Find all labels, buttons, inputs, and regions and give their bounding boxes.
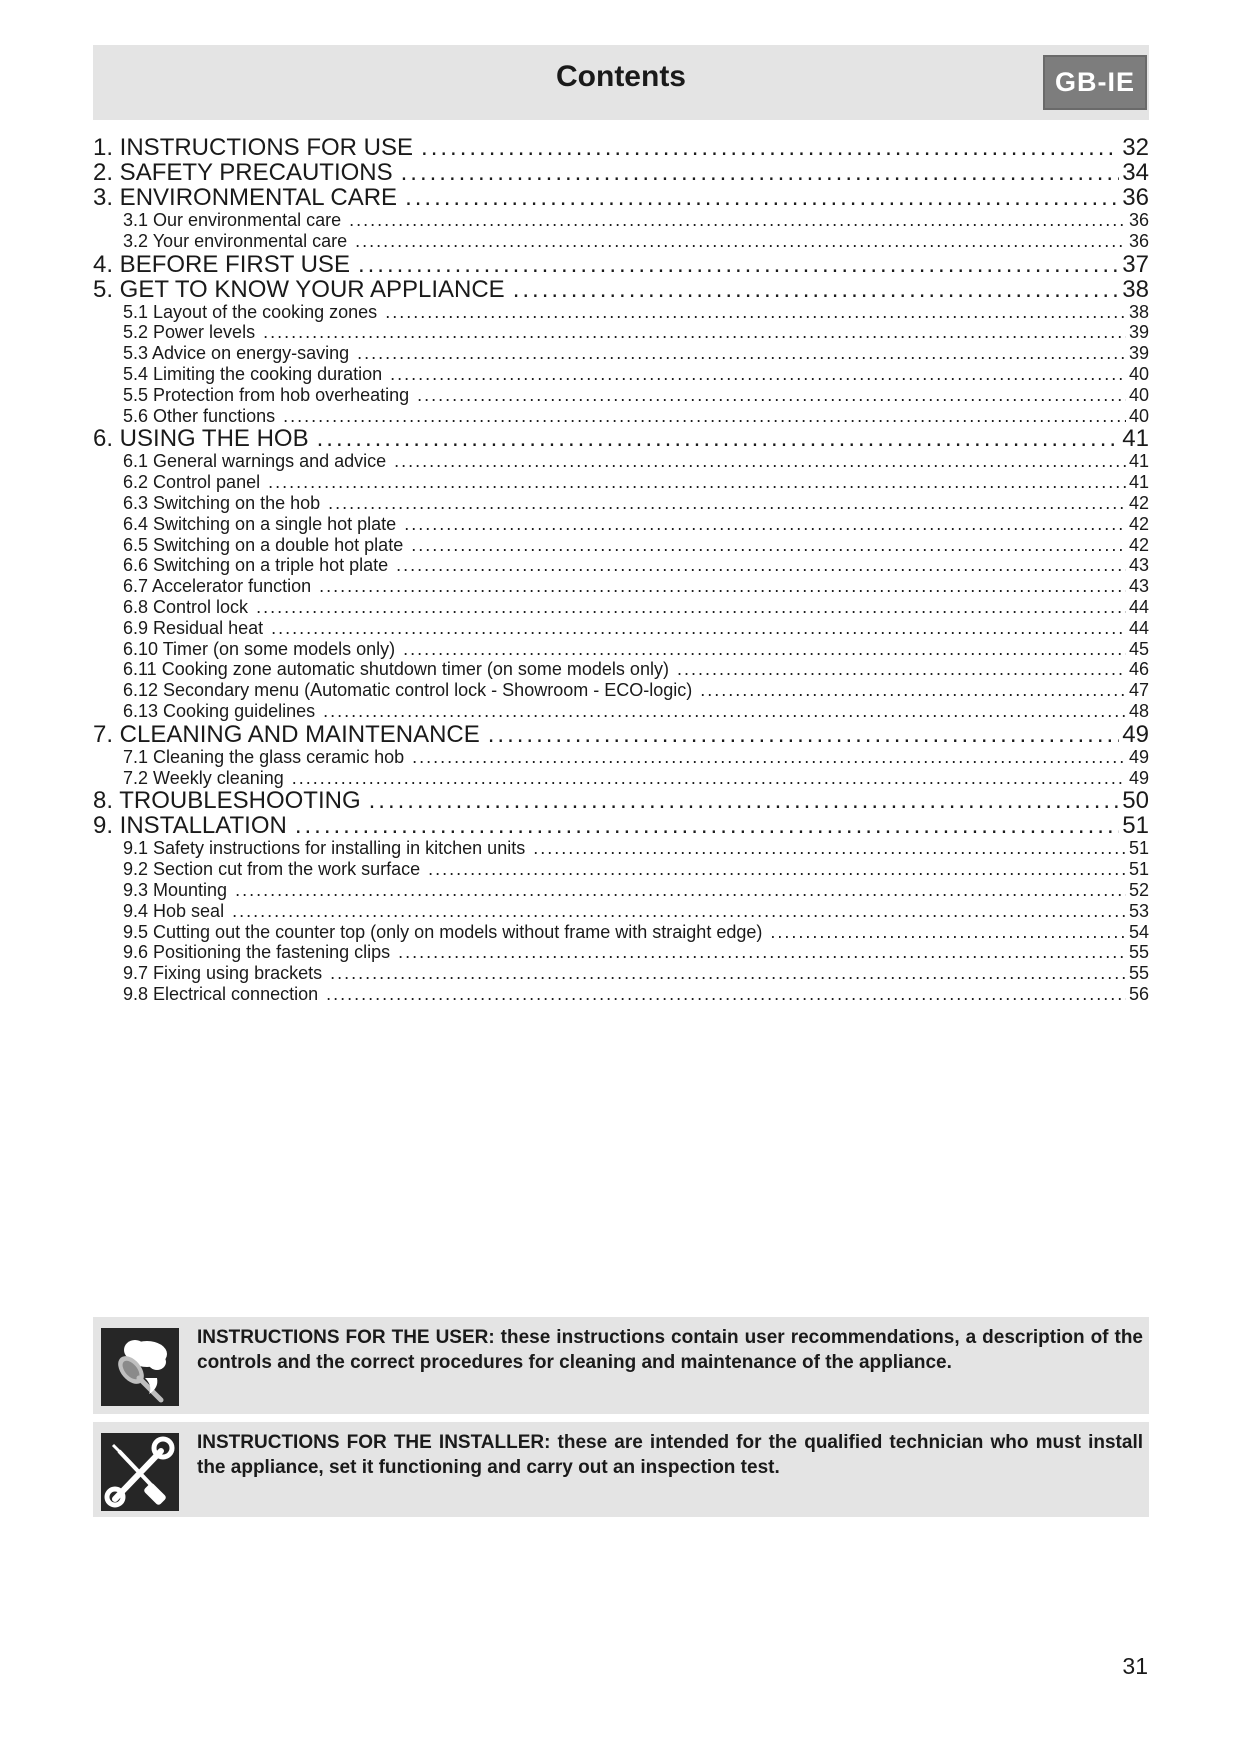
installer-instructions-text: INSTRUCTIONS FOR THE INSTALLER: these are intended for the qualified technician who must install the appliance, set it functioning and carry out an inspection test.: [197, 1432, 1143, 1478]
toc-entry-label: 9.2 Section cut from the work surface: [123, 859, 421, 880]
toc-leader-dots: [323, 701, 1126, 722]
toc-entry-label: 5.4 Limiting the cooking duration: [123, 363, 383, 384]
toc-leader-dots: [232, 901, 1126, 922]
toc-section: [93, 788, 1149, 813]
toc-entry-label: 6.8 Control lock: [123, 596, 249, 617]
toc-entry-page: 51: [1128, 859, 1149, 880]
toc-entry-label: 7.2 Weekly cleaning: [123, 767, 284, 788]
toc-leader-dots: [357, 343, 1126, 364]
toc-entry-label: 6.2 Control panel: [123, 472, 261, 493]
toc-subsection: [93, 231, 1149, 252]
toc-entry-page: 53: [1128, 900, 1149, 921]
toc-entry-page: 49: [1128, 767, 1149, 788]
toc-leader-dots: [235, 880, 1126, 901]
toc-entry-label: 6.6 Switching on a triple hot plate: [123, 555, 389, 576]
toc-subsection: [93, 451, 1149, 472]
toc-entry-page: 37: [1122, 251, 1149, 277]
toc-entry-label: 6.5 Switching on a double hot plate: [123, 534, 404, 555]
toc-leader-dots: [417, 385, 1126, 406]
toc-subsection: [93, 210, 1149, 231]
toc-entry-label: 6.13 Cooking guidelines: [123, 700, 316, 721]
toc-entry-label: 9. INSTALLATION: [93, 813, 287, 839]
toc-leader-dots: [396, 555, 1126, 576]
toc-leader-dots: [404, 514, 1126, 535]
toc-subsection: [93, 768, 1149, 789]
toc-leader-dots: [412, 747, 1126, 768]
toc-entry-label: 6.1 General warnings and advice: [123, 451, 387, 472]
toc-leader-dots: [533, 838, 1126, 859]
toc-entry-label: 9.5 Cutting out the counter top (only on models without frame with straight edge): [123, 921, 763, 942]
toc-entry-label: 7.1 Cleaning the glass ceramic hob: [123, 746, 405, 767]
toc-entry-page: 46: [1128, 659, 1149, 680]
toc-leader-dots: [385, 302, 1126, 323]
toc-entry-page: 55: [1128, 942, 1149, 963]
toc-entry-page: 45: [1128, 638, 1149, 659]
toc-entry-label: 9.1 Safety instructions for installing in kitchen units: [123, 838, 526, 859]
toc-leader-dots: [283, 406, 1126, 427]
toc-subsection: [93, 639, 1149, 660]
toc-leader-dots: [271, 618, 1126, 639]
toc-entry-label: 3. ENVIRONMENTAL CARE: [93, 185, 398, 210]
toc-leader-dots: [330, 963, 1126, 984]
toc-subsection: [93, 514, 1149, 535]
toc-entry-label: 9.4 Hob seal: [123, 900, 225, 921]
toc-entry-page: 49: [1122, 721, 1149, 747]
toc-subsection: [93, 701, 1149, 722]
toc-entry-label: 6.11 Cooking zone automatic shutdown timer (on some models only): [123, 659, 669, 680]
toc-subsection: [93, 322, 1149, 343]
language-badge: GB-IE: [1043, 55, 1147, 110]
toc-section: [93, 185, 1149, 210]
user-instructions-note: [93, 1317, 1149, 1414]
toc-section: [93, 135, 1149, 160]
toc-entry-page: 49: [1128, 746, 1149, 767]
toc-subsection: [93, 343, 1149, 364]
toc-entry-label: 6.4 Switching on a single hot plate: [123, 513, 397, 534]
toc-entry-page: 43: [1128, 576, 1149, 597]
toc-entry-page: 44: [1128, 596, 1149, 617]
toc-entry-label: 4. BEFORE FIRST USE: [93, 251, 350, 277]
toc-entry-page: 39: [1128, 322, 1149, 343]
toc-leader-dots: [369, 788, 1120, 813]
toc-entry-page: 36: [1128, 230, 1149, 251]
toc-entry-page: 43: [1128, 555, 1149, 576]
toc-entry-page: 38: [1128, 301, 1149, 322]
toc-leader-dots: [677, 659, 1126, 680]
toc-leader-dots: [355, 231, 1126, 252]
toc-section: [93, 277, 1149, 302]
toc-entry-page: 32: [1122, 135, 1149, 160]
toc-entry-page: 48: [1128, 700, 1149, 721]
toc-leader-dots: [317, 426, 1120, 451]
toc-leader-dots: [513, 277, 1120, 302]
toc-entry-label: 5.5 Protection from hob overheating: [123, 384, 410, 405]
toc-entry-page: 42: [1128, 492, 1149, 513]
toc-section: [93, 426, 1149, 451]
toc-leader-dots: [398, 942, 1126, 963]
toc-entry-label: 7. CLEANING AND MAINTENANCE: [93, 721, 480, 747]
page-number: 31: [1122, 1653, 1148, 1679]
toc-entry-page: 40: [1128, 384, 1149, 405]
toc-subsection: [93, 535, 1149, 556]
contents-header: [93, 45, 1149, 120]
toc-subsection: [93, 493, 1149, 514]
toc-leader-dots: [268, 472, 1126, 493]
chef-spoon-icon: [98, 1325, 182, 1409]
toc-entry-page: 34: [1122, 160, 1149, 185]
toc-subsection: [93, 984, 1149, 1005]
toc-entry-label: 9.3 Mounting: [123, 879, 228, 900]
toc-leader-dots: [326, 984, 1126, 1005]
toc-entry-label: 2. SAFETY PRECAUTIONS: [93, 160, 393, 185]
toc-subsection: [93, 472, 1149, 493]
toc-leader-dots: [390, 364, 1126, 385]
toc-entry-label: 6. USING THE HOB: [93, 426, 309, 452]
toc-leader-dots: [770, 922, 1126, 943]
toc-entry-label: 6.9 Residual heat: [123, 617, 264, 638]
toc-entry-label: 5.1 Layout of the cooking zones: [123, 301, 378, 322]
user-instructions-text: INSTRUCTIONS FOR THE USER: these instructions contain user recommendations, a description of the controls and the correct procedures for cleaning and maintenance of the appliance.: [197, 1327, 1143, 1373]
toc-subsection: [93, 555, 1149, 576]
toc-entry-page: 39: [1128, 343, 1149, 364]
toc-leader-dots: [349, 210, 1126, 231]
toc-section: [93, 160, 1149, 185]
toc-entry-label: 1. INSTRUCTIONS FOR USE: [93, 135, 414, 160]
toc-leader-dots: [394, 451, 1126, 472]
toc-section: [93, 252, 1149, 277]
toc-entry-page: 40: [1128, 363, 1149, 384]
toc-leader-dots: [428, 859, 1126, 880]
toc-subsection: [93, 942, 1149, 963]
toc-entry-label: 8. TROUBLESHOOTING: [93, 788, 361, 814]
toc-entry-page: 54: [1128, 921, 1149, 942]
toc-leader-dots: [358, 252, 1119, 277]
toc-entry-label: 5.2 Power levels: [123, 322, 256, 343]
toc-subsection: [93, 838, 1149, 859]
toc-entry-label: 5. GET TO KNOW YOUR APPLIANCE: [93, 276, 505, 302]
toc-entry-label: 3.2 Your environmental care: [123, 230, 348, 251]
toc-subsection: [93, 406, 1149, 427]
toc-subsection: [93, 364, 1149, 385]
toc-entry-label: 3.1 Our environmental care: [123, 210, 342, 230]
toc-leader-dots: [295, 813, 1119, 838]
installer-instructions-note: [93, 1422, 1149, 1517]
toc-entry-page: 41: [1128, 472, 1149, 493]
toc-leader-dots: [401, 160, 1120, 185]
toc-subsection: [93, 576, 1149, 597]
toc-leader-dots: [319, 576, 1126, 597]
toc-subsection: [93, 302, 1149, 323]
toc-subsection: [93, 618, 1149, 639]
page-title: Contents: [556, 60, 686, 93]
toc-entry-page: 41: [1122, 426, 1149, 452]
toc-section: [93, 722, 1149, 747]
toc-leader-dots: [292, 768, 1126, 789]
toc-entry-page: 36: [1122, 185, 1149, 210]
toc-entry-label: 6.10 Timer (on some models only): [123, 638, 396, 659]
toc-subsection: [93, 747, 1149, 768]
toc-entry-label: 9.8 Electrical connection: [123, 983, 319, 1004]
toc-leader-dots: [700, 680, 1126, 701]
toc-subsection: [93, 659, 1149, 680]
toc-leader-dots: [405, 185, 1119, 210]
toc-subsection: [93, 680, 1149, 701]
toc-leader-dots: [256, 597, 1126, 618]
wrench-screwdriver-icon: [98, 1430, 182, 1514]
toc-entry-page: 36: [1128, 210, 1149, 230]
toc-entry-label: 6.12 Secondary menu (Automatic control lock - Showroom - ECO-logic): [123, 680, 693, 701]
toc-leader-dots: [411, 535, 1126, 556]
toc-leader-dots: [421, 135, 1119, 160]
toc-subsection: [93, 859, 1149, 880]
toc-leader-dots: [328, 493, 1126, 514]
toc-entry-label: 9.6 Positioning the fastening clips: [123, 942, 391, 963]
toc-entry-label: 5.3 Advice on energy-saving: [123, 343, 350, 364]
toc-leader-dots: [403, 639, 1126, 660]
toc-entry-page: 47: [1128, 680, 1149, 701]
toc-subsection: [93, 597, 1149, 618]
toc-entry-page: 42: [1128, 513, 1149, 534]
toc-subsection: [93, 385, 1149, 406]
toc-entry-page: 50: [1122, 788, 1149, 814]
toc-leader-dots: [263, 322, 1126, 343]
toc-entry-page: 44: [1128, 617, 1149, 638]
toc-entry-label: 6.3 Switching on the hob: [123, 492, 321, 513]
toc-leader-dots: [488, 722, 1120, 747]
toc-entry-page: 40: [1128, 405, 1149, 426]
toc-section: [93, 813, 1149, 838]
toc-entry-label: 9.7 Fixing using brackets: [123, 963, 323, 984]
table-of-contents: [93, 135, 1149, 1005]
toc-entry-label: 6.7 Accelerator function: [123, 576, 312, 597]
toc-subsection: [93, 922, 1149, 943]
toc-entry-page: 51: [1128, 838, 1149, 859]
toc-subsection: [93, 963, 1149, 984]
toc-entry-page: 52: [1128, 879, 1149, 900]
toc-entry-page: 42: [1128, 534, 1149, 555]
toc-subsection: [93, 901, 1149, 922]
toc-entry-page: 55: [1128, 963, 1149, 984]
toc-entry-page: 56: [1128, 983, 1149, 1004]
toc-entry-label: 5.6 Other functions: [123, 405, 276, 426]
toc-entry-page: 41: [1128, 451, 1149, 472]
toc-subsection: [93, 880, 1149, 901]
toc-entry-page: 38: [1122, 276, 1149, 302]
toc-entry-page: 51: [1122, 813, 1149, 839]
